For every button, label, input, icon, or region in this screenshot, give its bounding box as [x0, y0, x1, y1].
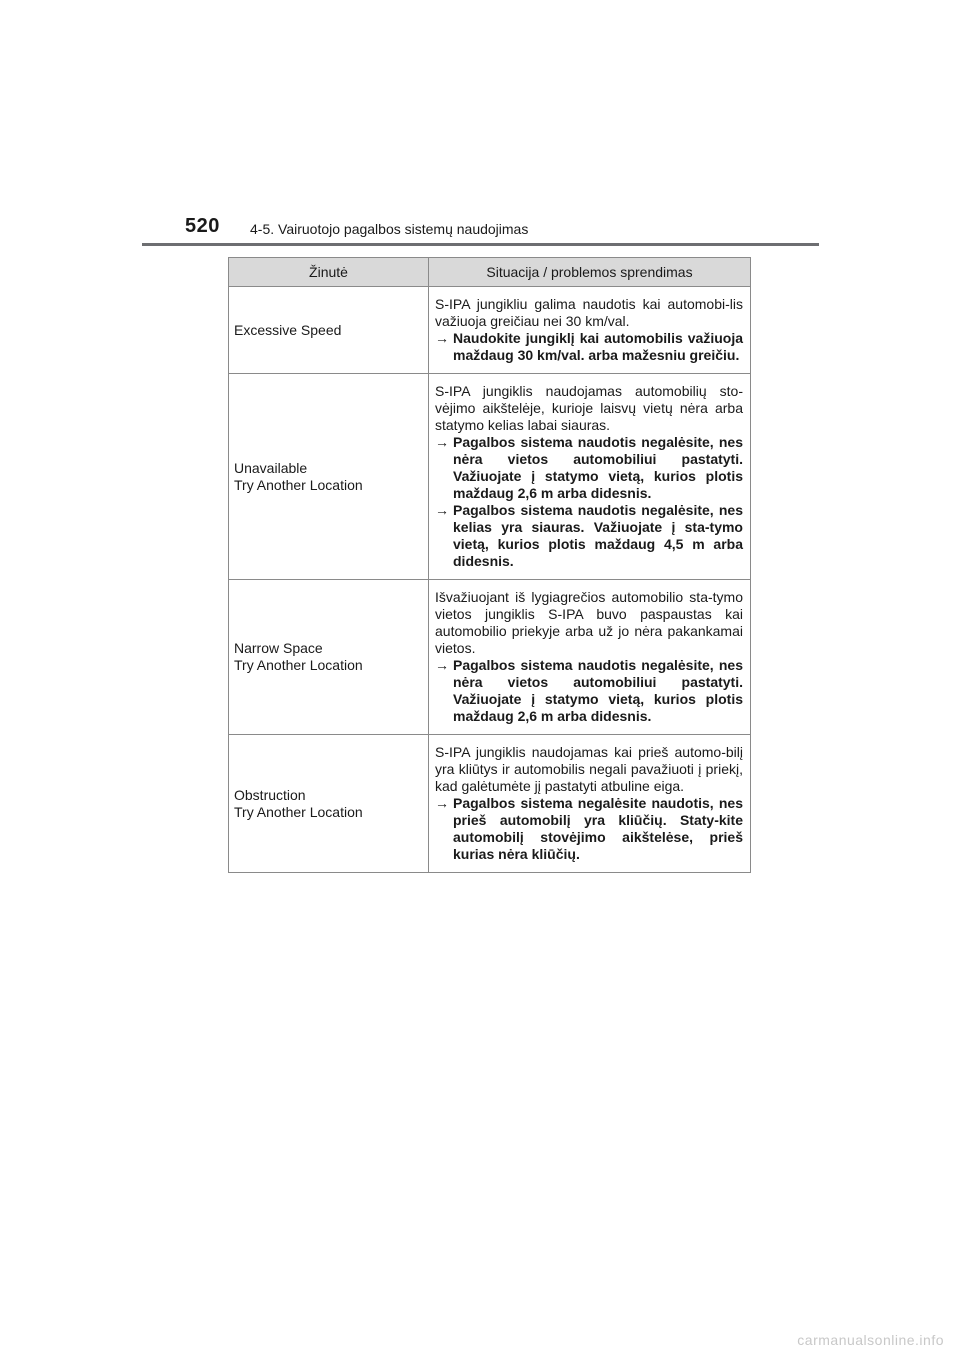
table-header-row — [229, 258, 751, 287]
watermark: carmanualsonline.info — [797, 1332, 944, 1348]
arrow-right-icon: → — [435, 434, 449, 450]
message-text: Try Another Location — [234, 803, 363, 820]
message-cell — [229, 374, 429, 580]
solution-step — [435, 795, 743, 863]
message-cell — [229, 580, 429, 735]
arrow-right-icon: → — [435, 795, 449, 811]
solution-step — [435, 330, 743, 364]
situation-cell — [429, 735, 751, 873]
situation-text: Išvažiuojant iš lygiagrečios automobilio sta-tymo vietos jungiklis S-IPA buvo paspaustas kai automobilio priekyje arba už jo nėra pakankamai vietos. — [435, 589, 743, 656]
situation-cell — [429, 580, 751, 735]
message-text: Excessive Speed — [234, 321, 342, 338]
message-cell — [229, 287, 429, 374]
column-header-message: Žinutė — [229, 258, 429, 287]
situation-text: S-IPA jungiklis naudojamas kai prieš automo-bilį yra kliūtys ir automobilis negali pavažiuoti į priekį, kad galėtumėte jį pastatyti atbuline eiga. — [435, 744, 743, 794]
situation-cell — [429, 374, 751, 580]
message-text: Obstruction — [234, 786, 306, 803]
arrow-right-icon: → — [435, 502, 449, 518]
solution-text: Pagalbos sistema naudotis negalėsite, nes nėra vietos automobiliui pastatyti. Važiuojate į statymo vietą, kurios plotis maždaug 2,6 m arba didesnis. — [453, 657, 743, 724]
page-number: 520 — [185, 215, 220, 237]
message-cell — [229, 735, 429, 873]
table-row — [229, 735, 751, 873]
situation-text: S-IPA jungikliu galima naudotis kai automobi-lis važiuoja greičiau nei 30 km/val. — [435, 296, 743, 329]
table-row — [229, 374, 751, 580]
solution-step — [435, 657, 743, 725]
arrow-right-icon: → — [435, 657, 449, 673]
solution-step — [435, 434, 743, 502]
situation-text: S-IPA jungiklis naudojamas automobilių sto-vėjimo aikštelėje, kurioje laisvų vietų nėra arba statymo kelias labai siauras. — [435, 383, 743, 433]
message-text: Try Another Location — [234, 657, 363, 673]
table-row — [229, 580, 751, 735]
section-title: 4-5. Vairuotojo pagalbos sistemų naudojimas — [250, 221, 529, 237]
message-table — [228, 257, 751, 873]
solution-step — [435, 502, 743, 570]
situation-cell — [429, 287, 751, 374]
message-text: Unavailable — [234, 459, 308, 476]
message-text: Narrow Space — [234, 640, 323, 656]
solution-text: Pagalbos sistema naudotis negalėsite, nes kelias yra siauras. Važiuojate į sta-tymo vietą, kurios plotis maždaug 4,5 m arba didesnis. — [453, 502, 743, 569]
message-text: Try Another Location — [234, 476, 363, 493]
solution-text: Pagalbos sistema naudotis negalėsite, nes nėra vietos automobiliui pastatyti. Važiuojate į statymo vietą, kurios plotis maždaug 2,6 m arba didesnis. — [453, 434, 743, 501]
arrow-right-icon: → — [435, 330, 449, 346]
solution-text: Naudokite jungiklį kai automobilis važiuoja maždaug 30 km/val. arba mažesniu greičiu. — [453, 330, 743, 363]
solution-text: Pagalbos sistema negalėsite naudotis, nes prieš automobilį yra kliūčių. Staty-kite automobilį stovėjimo aikštelėse, prieš kurias nėra kliūčių. — [453, 795, 743, 862]
column-header-situation: Situacija / problemos sprendimas — [429, 258, 751, 287]
table-row — [229, 287, 751, 374]
header-divider — [142, 243, 819, 246]
